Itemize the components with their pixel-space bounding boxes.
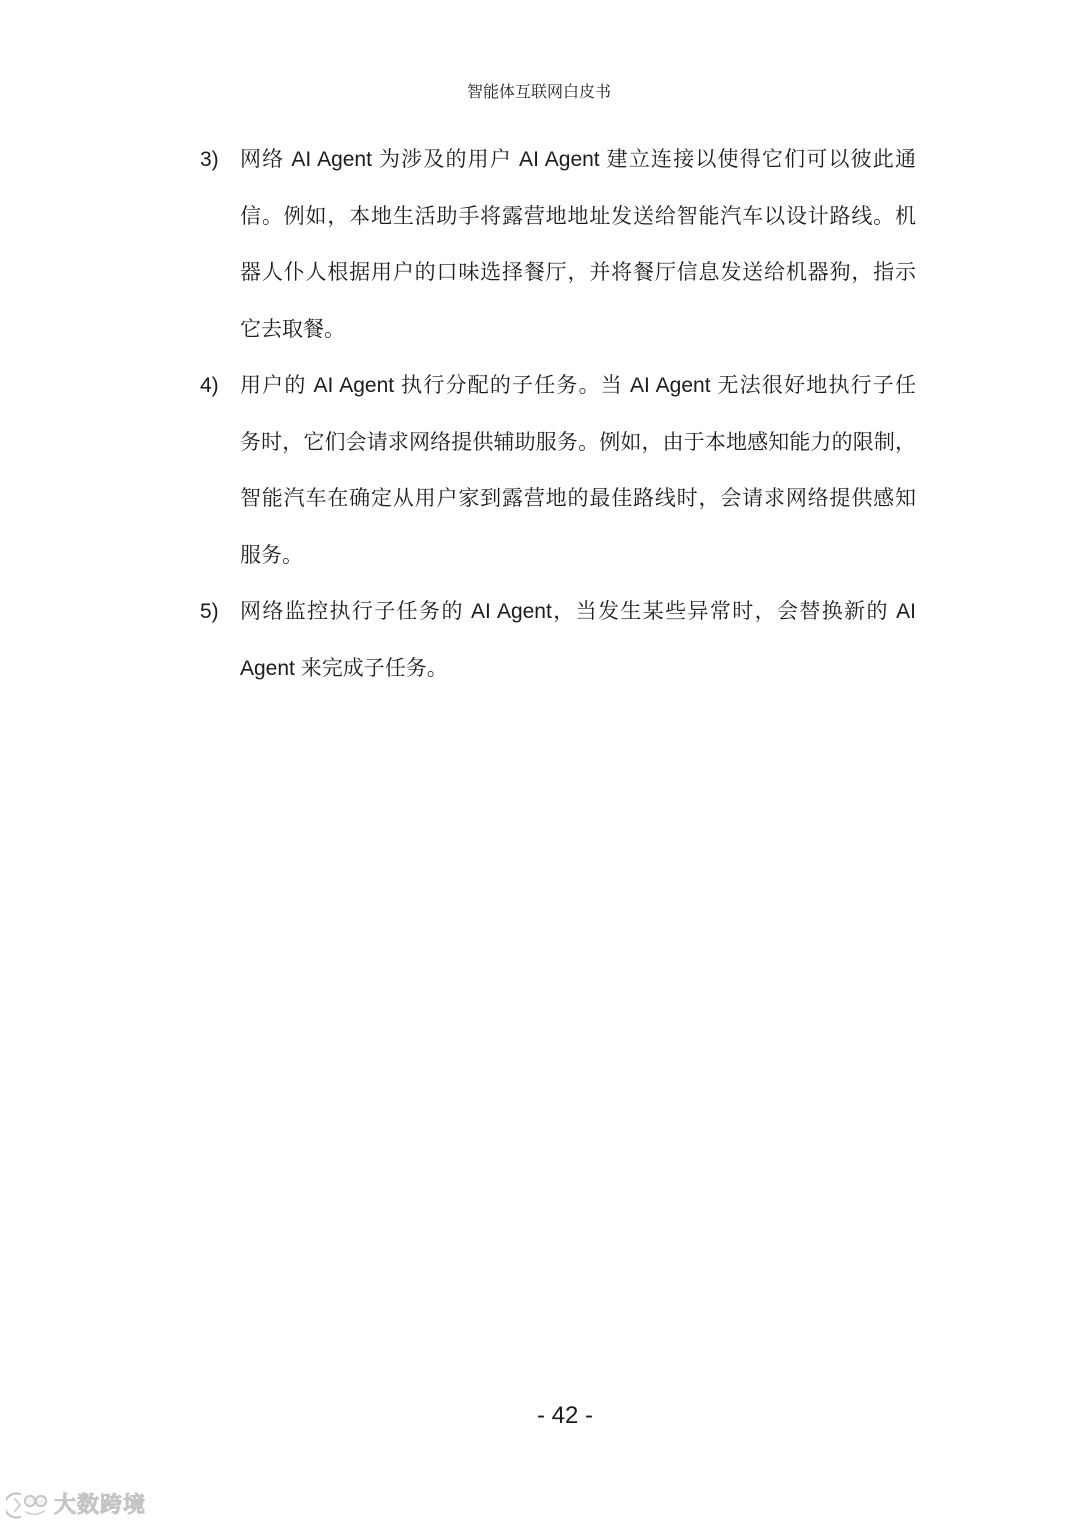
list-item-text [240, 358, 916, 584]
list-item-line: 用户的 AI Agent 执行分配的子任务。当 AI Agent 无法很好地执行子任 [240, 374, 916, 397]
list-item-line: 务时，它们会请求网络提供辅助服务。例如，由于本地感知能力的限制， [240, 430, 916, 454]
list-item-line: 服务。 [240, 543, 303, 567]
watermark-logo-icon [6, 1490, 50, 1520]
list-item-line: 信。例如，本地生活助手将露营地地址发送给智能汽车以设计路线。机 [240, 204, 916, 228]
list-item-line: 网络 AI Agent 为涉及的用户 AI Agent 建立连接以使得它们可以彼此通 [240, 148, 916, 171]
list-item-line: 它去取餐。 [240, 317, 345, 341]
list-item-line: Agent 来完成子任务。 [240, 656, 448, 680]
running-header: 智能体互联网白皮书 [466, 84, 611, 101]
list-item-text [240, 584, 916, 697]
list-item-number: 3) [200, 148, 219, 171]
list-item-text [240, 132, 916, 358]
numbered-list [0, 132, 1080, 697]
page-number: - 42 - [536, 1402, 593, 1429]
list-item-line: 器人仆人根据用户的口味选择餐厅，并将餐厅信息发送给机器狗，指示 [240, 261, 916, 284]
watermark-text: 大数跨境 [54, 1492, 147, 1517]
list-item-5 [0, 584, 1080, 697]
list-item-line: 网络监控执行子任务的 AI Agent，当发生某些异常时，会替换新的 AI [240, 600, 916, 623]
list-item-line: 智能汽车在确定从用户家到露营地的最佳路线时，会请求网络提供感知 [240, 487, 916, 510]
list-item-number: 4) [200, 374, 219, 397]
list-item-number: 5) [200, 600, 219, 623]
list-item-4 [0, 358, 1080, 584]
list-item-3 [0, 132, 1080, 358]
watermark [6, 1488, 146, 1522]
